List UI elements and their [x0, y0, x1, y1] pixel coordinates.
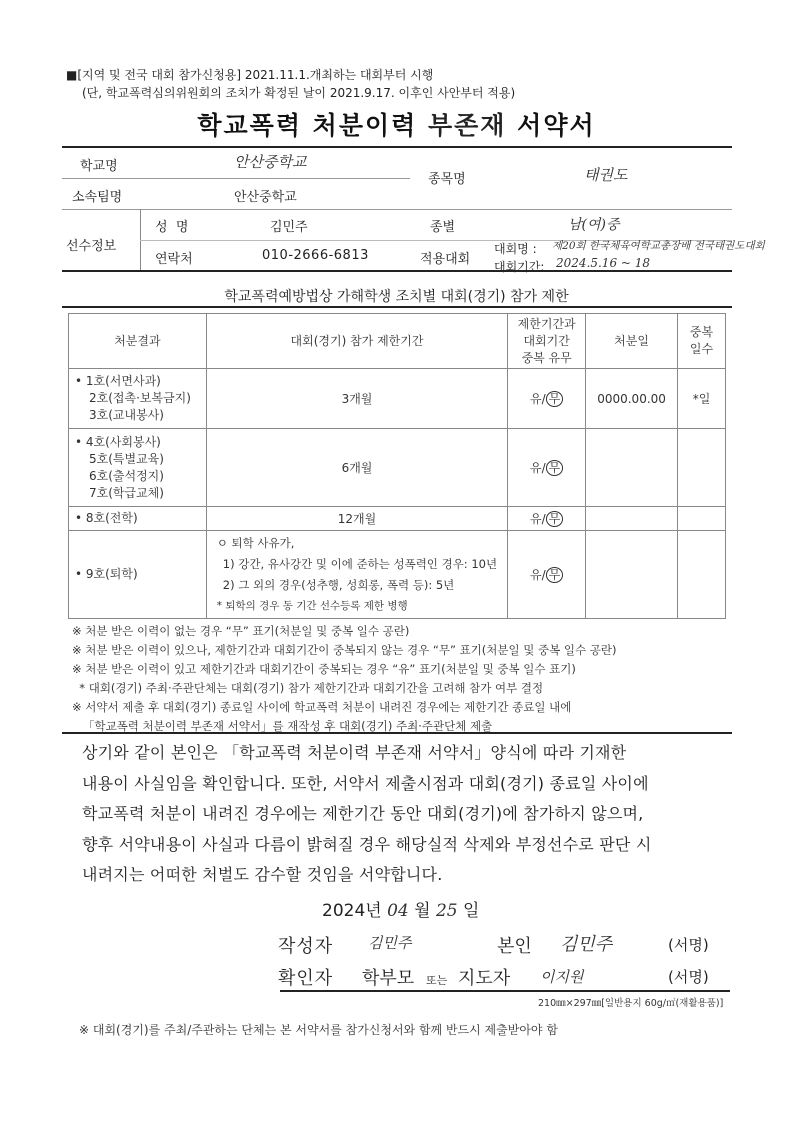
row4-days [678, 531, 726, 619]
row1-days: *일 [678, 369, 726, 429]
info-top-border [62, 146, 732, 148]
title-part-3: 서약서 [517, 111, 596, 140]
header-line-2: (단, 학교폭력심의위원회의 조치가 확정된 날이 2021.9.17. 이후인 사안부터 적용) [82, 86, 516, 100]
row3-yes: 유/ [530, 512, 546, 526]
table-top-border [62, 306, 732, 308]
info-divider-2 [62, 209, 732, 210]
row4-yes: 유/ [530, 568, 546, 582]
school-value: 안산중학교 [234, 153, 307, 171]
competition-period-label: 대회기간: [494, 260, 545, 274]
school-label: 학교명 [80, 159, 118, 174]
row2-result-line: 5호(특별교육) [89, 451, 164, 466]
info-divider-1 [62, 178, 410, 179]
contact-value: 010-2666-6813 [262, 248, 369, 263]
row4-period-line: * 퇴학의 경우 동 기간 선수등록 제한 병행 [216, 599, 408, 612]
or-label: 또는 [426, 974, 448, 987]
gender-label: 종별 [430, 220, 456, 235]
self-label: 본인 [497, 936, 532, 957]
row3-overlap [508, 507, 586, 531]
row1-period: 3개월 [206, 369, 507, 429]
writer-value: 김민주 [368, 934, 412, 952]
row3-period: 12개월 [206, 507, 507, 531]
title-part-2: 부존재 [428, 111, 507, 140]
header-overlap-line-2: 대회기간 [523, 333, 570, 348]
header-line-1: ■[지역 및 전국 대회 참가신청용] 2021.11.1.개최하는 대회부터 시행 [66, 68, 434, 82]
date-month: 04 [387, 901, 409, 921]
player-info-label: 선수정보 [66, 239, 117, 254]
confirmer-label: 확인자 [278, 968, 334, 989]
row2-yes: 유/ [530, 461, 546, 475]
header-overlap-line-3: 중복 유무 [521, 350, 572, 365]
row2-result-line: • 4호(사회봉사) [75, 434, 161, 449]
note-item: ※ 처분 받은 이력이 있고 제한기간과 대회기간이 중복되는 경우 “유” 표기(처분일 및 중복 일수 표기) [72, 662, 576, 676]
row2-period: 6개월 [206, 429, 507, 507]
table-row [69, 507, 726, 531]
pledge-statement [82, 738, 722, 891]
date-day-label: 일 [463, 901, 480, 921]
event-label: 종목명 [428, 172, 466, 187]
row2-result-line: 6호(출석정지) [89, 468, 164, 483]
row1-yes: 유/ [530, 392, 546, 406]
pledge-date [322, 896, 479, 921]
statement-line: 향후 서약내용이 사실과 다름이 밝혀질 경우 해당실적 삭제와 부정선수로 판단 시 [82, 834, 652, 854]
team-value: 안산중학교 [234, 190, 297, 205]
row1-result-line: 3호(교내봉사) [89, 408, 164, 422]
row3-date [586, 507, 678, 531]
title-part-1: 학교폭력 처분이력 [197, 111, 418, 140]
notes-bottom-border [62, 732, 732, 734]
competition-label: 적용대회 [420, 252, 471, 267]
header-period: 대회(경기) 참가 제한기간 [206, 314, 507, 369]
row2-result-line: 7호(학급교체) [89, 485, 164, 500]
self-sign: (서명) [668, 936, 709, 954]
row2-no-circled: 무 [546, 460, 564, 476]
row2-result [69, 429, 207, 507]
table-row [69, 531, 726, 619]
header-date: 처분일 [586, 314, 678, 369]
row4-period-line: 1) 강간, 유사강간 및 이에 준하는 성폭력인 경우: 10년 [222, 556, 498, 571]
name-value: 김민주 [270, 220, 308, 235]
row3-result: • 8호(전학) [69, 507, 207, 531]
date-day: 25 [435, 901, 458, 921]
note-item: * 대회(경기) 주최·주관단체는 대회(경기) 참가 제한기간과 대회기간을 고려해 참가 여부 결정 [72, 681, 544, 695]
header-days-line-1: 중복 [689, 325, 714, 339]
competition-name-value: 제20회 한국체육여학교총장배 전국태권도대회 [552, 240, 765, 252]
notes-list [72, 622, 616, 736]
document-title [0, 106, 793, 142]
event-value: 태권도 [584, 166, 628, 184]
row3-no-circled: 무 [546, 511, 564, 527]
statement-line: 상기와 같이 본인은 「학교폭력 처분이력 부존재 서약서」양식에 따라 기재한 [82, 743, 627, 762]
note-item: 「학교폭력 처분이력 부존재 서약서」를 재작성 후 대회(경기) 주최·주관단체 제출 [72, 719, 493, 733]
coach-label: 지도자 [458, 968, 511, 989]
table-header-row [69, 314, 726, 369]
self-value: 김민주 [560, 934, 613, 955]
row3-days [678, 507, 726, 531]
header-result: 처분결과 [69, 314, 207, 369]
row1-result-line: 2호(접촉·보복금지) [89, 391, 191, 405]
header-days [678, 314, 726, 369]
row1-overlap [508, 369, 586, 429]
row1-result-line: • 1호(서면사과) [75, 374, 161, 388]
date-year: 2024년 [322, 901, 382, 921]
row4-overlap [508, 531, 586, 619]
row2-days [678, 429, 726, 507]
note-item: ※ 서약서 제출 후 대회(경기) 종료일 사이에 학교폭력 처분이 내려진 경우에는 제한기간 종료일 내에 [72, 700, 572, 714]
statement-line: 학교폭력 처분이 내려진 경우에는 제한기간 동안 대회(경기)에 참가하지 않으며, [82, 804, 644, 823]
paper-spec: 210㎜×297㎜[일반용지 60g/㎡(재활용품)] [538, 998, 724, 1009]
row4-period-line: ㅇ 퇴학 사유가, [216, 535, 295, 550]
note-item: ※ 처분 받은 이력이 있으나, 제한기간과 대회기간이 중복되지 않는 경우 “무” 표기(처분일 및 중복 일수 공란) [72, 643, 617, 657]
signature-bottom-border [280, 990, 730, 992]
note-item: ※ 처분 받은 이력이 없는 경우 “무” 표기(처분일 및 중복 일수 공란) [72, 624, 410, 638]
table-row [69, 369, 726, 429]
row4-period [206, 531, 507, 619]
competition-name-label: 대회명 : [494, 242, 537, 256]
statement-line: 내려지는 어떠한 처벌도 감수할 것임을 서약합니다. [82, 865, 443, 884]
team-label: 소속팀명 [72, 190, 123, 205]
contact-label: 연락처 [155, 252, 193, 267]
competition-period-value: 2024.5.16 ~ 18 [556, 256, 651, 270]
header-overlap-line-1: 제한기간과 [517, 316, 576, 331]
row4-no-circled: 무 [546, 567, 564, 583]
row1-result [69, 369, 207, 429]
row1-date: 0000.00.00 [586, 369, 678, 429]
row4-period-line: 2) 그 외의 경우(성추행, 성희롱, 폭력 등): 5년 [222, 577, 455, 592]
date-month-label: 월 [414, 901, 431, 921]
confirmer-sign: (서명) [668, 968, 709, 986]
row1-no-circled: 무 [546, 391, 564, 407]
row2-overlap [508, 429, 586, 507]
parent-label: 학부모 [362, 968, 415, 989]
row2-date [586, 429, 678, 507]
row4-result: • 9호(퇴학) [69, 531, 207, 619]
name-label: 성 명 [155, 220, 189, 235]
row4-date [586, 531, 678, 619]
header-days-line-2: 일수 [689, 342, 714, 356]
gender-value: 남(여)중 [568, 217, 620, 233]
writer-label: 작성자 [278, 936, 334, 957]
footer-note: ※ 대회(경기)를 주최/주관하는 단체는 본 서약서를 참가신청서와 함께 반드시 제출받아야 함 [79, 1023, 558, 1037]
info-bottom-border [62, 270, 732, 272]
table-row [69, 429, 726, 507]
statement-line: 내용이 사실임을 확인합니다. 또한, 서약서 제출시점과 대회(경기) 종료일 사이에 [82, 773, 649, 793]
confirmer-value: 이지원 [540, 968, 584, 986]
restriction-table [68, 313, 726, 619]
restriction-subtitle: 학교폭력예방법상 가해학생 조치별 대회(경기) 참가 제한 [224, 289, 569, 305]
header-overlap [508, 314, 586, 369]
